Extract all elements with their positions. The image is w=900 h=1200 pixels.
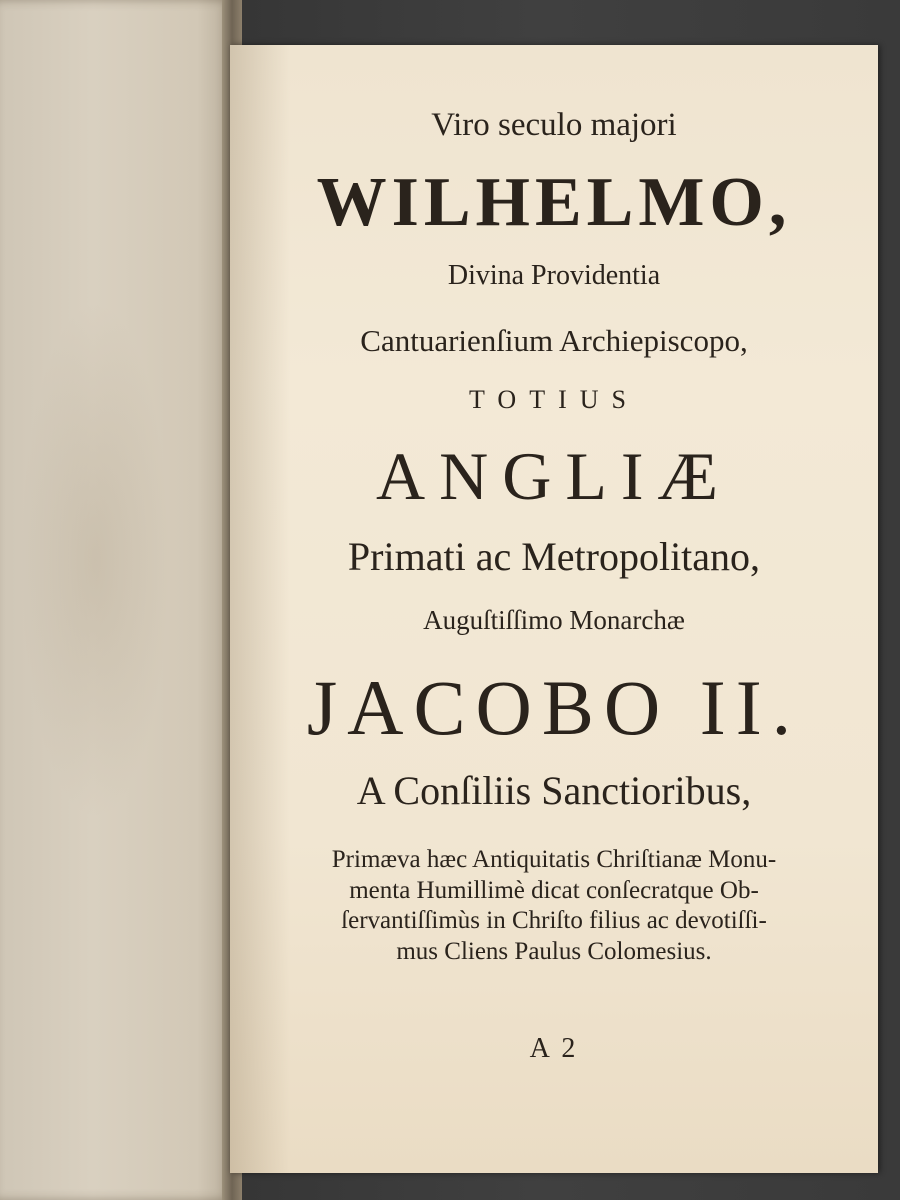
facing-page [0, 0, 232, 1200]
dedication-paragraph [230, 845, 878, 967]
dedication-line-10: A Conſiliis Sanctioribus, [356, 768, 752, 813]
paragraph-line: ſervantiſſimùs in Chriſto filius ac devotiſſi- [341, 907, 767, 934]
dedication-name-jacobo: JACOBO II. [306, 664, 802, 751]
dedication-line-7: Primati ac Metropolitano, [347, 534, 761, 579]
dedication-line-8: Auguſtiſſimo Monarchæ [423, 605, 685, 635]
foxing-stain [20, 300, 170, 820]
paragraph-line: mus Cliens Paulus Colomesius. [396, 937, 712, 965]
signature-mark: A 2 [529, 1033, 579, 1064]
dedication-line-4: Cantuarienſium Archiepiscopo, [360, 323, 748, 358]
paragraph-line: Primæva hæc Antiquitatis Chriſtianæ Monu- [331, 846, 777, 873]
dedication-line-5: TOTIUS [469, 385, 639, 414]
dedication-name-wilhelmo: WILHELMO, [316, 164, 792, 241]
dedication-line-3: Divina Providentia [447, 260, 661, 291]
paragraph-line: menta Humillimè dicat conſecratque Ob- [349, 876, 759, 904]
dedication-page [230, 45, 878, 1173]
dedication-line-1: Viro seculo majori [431, 107, 677, 143]
dedication-line-angliae: ANGLIÆ [376, 438, 732, 514]
